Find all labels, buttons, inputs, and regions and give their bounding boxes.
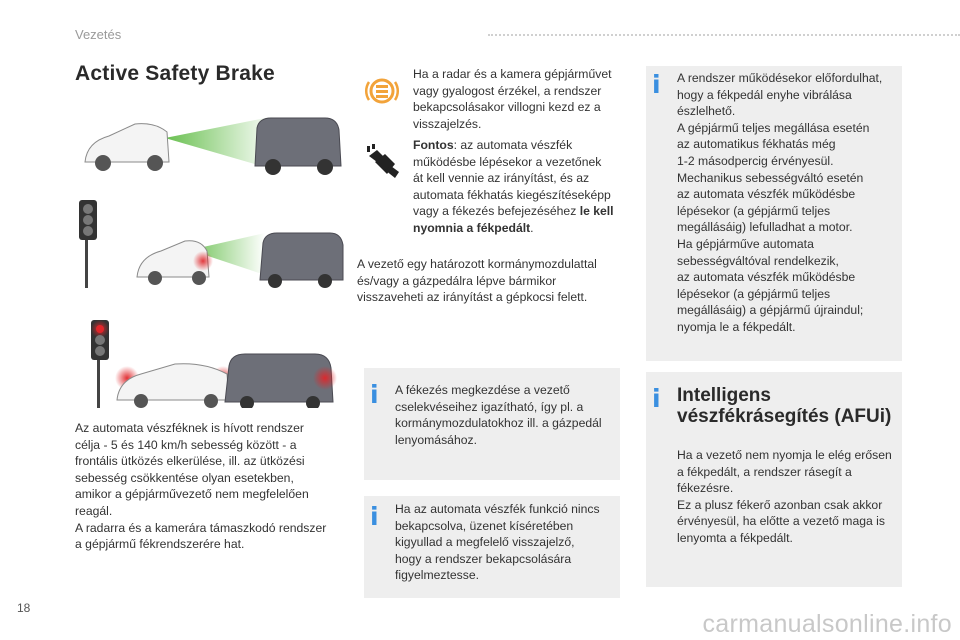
afu-title: Intelligens vészfékrásegítés (AFUi)	[677, 385, 892, 427]
info-icon: i	[370, 380, 379, 409]
illustration-car-van-radar	[75, 110, 345, 180]
car-wheel	[147, 155, 163, 171]
page-title: Active Safety Brake	[75, 62, 275, 85]
section-header: Vezetés	[75, 27, 122, 42]
important-text: Fontos: az automata vészfék működésbe lépésekor a vezetőnek át kell vennie az irányítást, és az automata fékhatás kiegészítéseképp vagy a fékezés befejezéséhez le kell nyomnia a fékpedált.	[413, 138, 614, 235]
info-box-disabled	[364, 496, 620, 598]
illustration-traffic-light-alert	[75, 195, 345, 290]
van-wheel	[265, 159, 281, 175]
info-box-operation	[646, 66, 902, 361]
afu-text: Ha a vezető nem nyomja le elég erősen a fékpedált, a rendszer rásegít a fékezésre. Ez a plusz fékerő azonban csak akkor érvényesül, ha előtte a vezető maga is lenyomta a fékpedált.	[677, 448, 892, 545]
warning-light-text: Ha a radar és a kamera gépjárművet vagy gyalogost érzékel, a rendszer bekapcsolásakor villogni kezd ez a visszajelzés.	[413, 67, 612, 131]
info-box-braking	[364, 368, 620, 480]
red-alert	[193, 251, 213, 271]
intro-text: Az automata vészféknek is hívott rendszer célja - 5 és 140 km/h sebesség között - a frontális ütközés elkerülése, ill. az ütközési sebesség csökkentése olyan esetekben, amikor a gépjárművezető nem megfelelően reagál. A radarra és a kamerára támaszkodó rendszer a gépjármű fékrendszerére hat.	[75, 421, 327, 552]
brake-warning-light-icon	[363, 72, 401, 110]
watermark: carmanualsonline.info	[702, 610, 952, 638]
info-icon: i	[652, 384, 661, 413]
info-icon: i	[370, 502, 379, 531]
header-divider	[488, 34, 960, 36]
van-wheel	[317, 159, 333, 175]
override-text: A vezető egy határozott kormánymozdulattal és/vagy a gázpedálra lépve bármikor visszaveheti az irányítást a gépkocsi felett.	[357, 257, 597, 305]
van-body	[255, 118, 341, 166]
info-box-operation-text: A rendszer működésekor előfordulhat, hogy a fékpedál enyhe vibrálása észlelhető. A gépjármű teljes megállása esetén az automatikus fékhatás még 1-2 másodpercig érvényesül. Mechanikus sebességváltó esetén az automata vészfék működésbe lépésekor (a gépjármű teljes megállásáig) lefulladhat a motor. Ha gépjárműve automata sebességváltóval rendelkezik, az automata vészfék működésbe lépésekor (a gépjármű teljes megállásáig) a gépjármű újraindul; nyomja le a fékpedált.	[677, 71, 883, 334]
info-icon: i	[652, 70, 661, 99]
illustration-emergency-braking	[75, 318, 345, 408]
info-box-braking-text: A fékezés megkezdése a vezető cselekvéseihez igazítható, így pl. a kormánymozdulatokhoz ill. a gázpedál lenyomásához.	[395, 383, 602, 447]
hand-pedal-icon	[365, 142, 401, 180]
info-box-disabled-text: Ha az automata vészfék funkció nincs bekapcsolva, üzenet kíséretében kigyullad a megfelelő visszajelző, hogy a rendszer bekapcsolására figyelmeztesse.	[395, 502, 600, 583]
car-wheel	[95, 155, 111, 171]
page-number: 18	[17, 601, 31, 615]
red-alert	[313, 366, 337, 390]
van-body	[260, 233, 343, 280]
afu-box	[646, 372, 902, 587]
